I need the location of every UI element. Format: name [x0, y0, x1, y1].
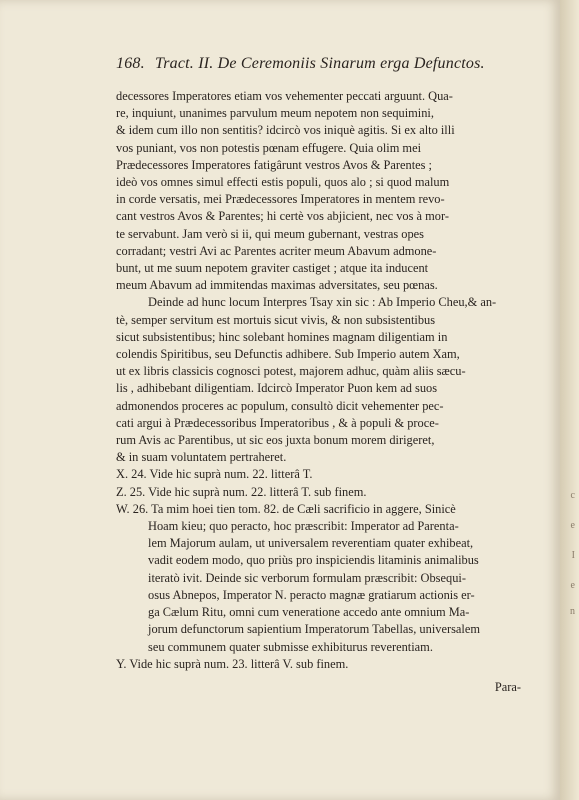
note-z: Z. 25. Vide hic suprà num. 22. litterâ T. sub finem. — [116, 484, 367, 499]
text-line: & in suam voluntatem pertraheret. — [116, 450, 287, 465]
text-line: tè, semper servitum est mortuis sicut vivis, & non subsistentibus — [116, 312, 436, 327]
text-line: & idem cum illo non sentitis? idcircò vos iniquè agitis. Si ex alto illi — [116, 123, 455, 138]
text-line: admonendos proceres ac populum, consultò dicit vehementer pec- — [116, 398, 444, 413]
note-w-line: Hoam kieu; quo peracto, hoc præscribit: Imperator ad Parenta- — [148, 519, 459, 534]
note-y: Y. Vide hic suprà num. 23. litterâ V. sub finem. — [116, 656, 349, 671]
text-line: decessores Imperatores etiam vos vehementer peccati arguunt. Qua- — [116, 89, 453, 103]
text-line: rum Avis ac Parentibus, ut sic eos juxta bonum morem dirigeret, — [116, 433, 435, 448]
bleed-letter: c — [570, 490, 575, 501]
text-line: colendis Spiritibus, seu Defunctis adhibere. Sub Imperio autem Xam, — [116, 347, 460, 362]
note-w-line: vadit eodem modo, quo priùs pro inspiciendis litaminis animalibus — [148, 553, 479, 568]
note-w-line: lem Majorum aulam, ut universalem reverentiam quater exhibeat, — [148, 536, 474, 551]
text-line: ut ex libris classicis cognosci potest, majorem adhuc, quàm aliis sæcu- — [116, 364, 466, 379]
text-line: lis , adhibebant diligentiam. Idcircò Imperator Puon kem ad suos — [116, 381, 438, 396]
text-line: re, inquiunt, unanimes parvulum meum nepotem non sequimini, — [116, 106, 434, 121]
adjacent-page-edge — [560, 0, 579, 800]
note-x: X. 24. Vide hic suprà num. 22. litterâ T. — [116, 467, 313, 482]
note-w-line: jorum defunctorum sapientium Imperatorum Tabellas, universalem — [148, 622, 480, 637]
text-line: te servabunt. Jam verò si ii, qui meum gubernant, vestras opes — [116, 226, 424, 241]
catchword: Para- — [494, 680, 521, 694]
text-line: in corde versatis, mei Prædecessores Imperatores in mentem revo- — [116, 192, 445, 207]
note-w-line: iteratò ivit. Deinde sic verborum formulam præscribit: Obsequi- — [148, 570, 466, 585]
text-line: cant vestros Avos & Parentes; hi certè vos abjicient, nec vos à mor- — [116, 209, 449, 224]
text-line: corradant; vestri Avi ac Parentes acriter meum Abavum admone- — [116, 243, 437, 258]
text-line: bunt, ut me suum nepotem graviter castiget ; atque ita inducent — [116, 261, 429, 276]
text-line: sicut subsistentibus; hinc solebant homines magnam diligentiam in — [116, 329, 448, 344]
text-line: meum Abavum ad immitendas maximas adversitates, seu pœnas. — [116, 278, 438, 293]
bleed-letter: n — [570, 606, 575, 617]
text-line: Deinde ad hunc locum Interpres Tsay xin sic : Ab Imperio Cheu,& an- — [148, 295, 497, 310]
running-title: Tract. II. De Ceremoniis Sinarum erga Defunctos. — [155, 55, 485, 72]
note-w-line: osus Abnepos, Imperator N. peracto magnæ gratiarum actionis er- — [148, 587, 475, 602]
page-header — [116, 55, 576, 73]
text-line: vos puniant, vos non potestis pœnam effugere. Quia olim mei — [116, 140, 422, 155]
text-line: Prædecessores Imperatores fatigârunt vestros Avos & Parentes ; — [116, 157, 432, 172]
note-w-line: W. 26. Ta mim hoei tien tom. 82. de Cæli sacrificio in aggere, Sinicè — [116, 501, 456, 516]
bleed-letter: I — [571, 550, 575, 561]
page-body — [116, 88, 576, 673]
text-line: ideò vos omnes simul effecti estis populi, quos alo ; si quod malum — [116, 175, 450, 190]
note-w-line: seu communem quater submisse exhibiturus reverentiam. — [148, 639, 433, 654]
bleed-letter: e — [570, 580, 575, 591]
bleed-letter: e — [570, 520, 575, 531]
text-line: cati argui à Prædecessoribus Imperatoribus , & à populi & proce- — [116, 415, 439, 430]
note-w-line: ga Cælum Ritu, omni cum veneratione accedo ante omnium Ma- — [148, 605, 470, 620]
page-number: 168. — [116, 55, 145, 72]
